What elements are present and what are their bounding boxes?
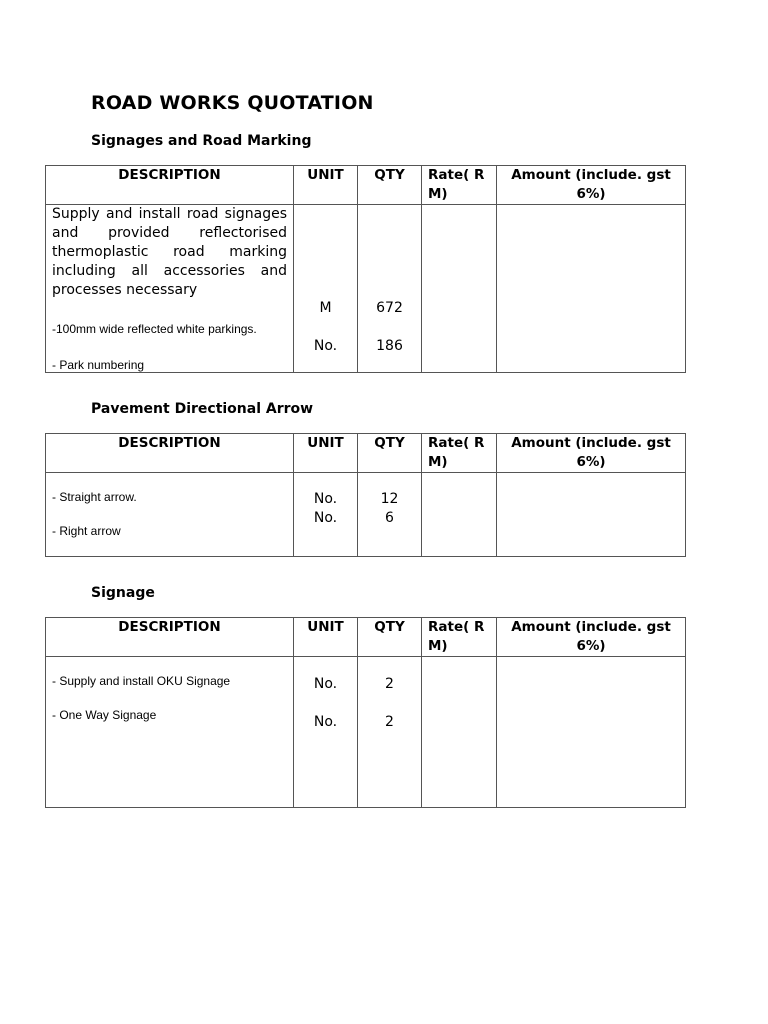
qty-value: 672 (376, 300, 403, 316)
main-description (46, 205, 293, 300)
header-description: DESCRIPTION (46, 618, 294, 657)
section-title-signages-road-marking: Signages and Road Marking (91, 133, 312, 149)
section-title-pavement-arrow: Pavement Directional Arrow (91, 401, 314, 417)
unit-cell (294, 205, 358, 373)
header-qty: QTY (358, 434, 422, 473)
unit-value: No. (313, 510, 338, 526)
header-unit: UNIT (294, 434, 358, 473)
table-header-row (46, 434, 686, 473)
unit-value: M (319, 300, 332, 316)
header-qty: QTY (358, 166, 422, 205)
unit-value: No. (313, 338, 338, 354)
header-description: DESCRIPTION (46, 166, 294, 205)
qty-value: 186 (376, 338, 403, 354)
header-rate: Rate( R M) (422, 434, 497, 473)
rate-cell (422, 205, 497, 373)
item-white-parkings: -100mm wide reflected white parkings. (52, 322, 257, 336)
table-row (46, 657, 686, 808)
header-amount: Amount (include. gst 6%) (497, 434, 686, 473)
amount-cell (497, 657, 686, 808)
table-row (46, 205, 686, 373)
table-row (46, 473, 686, 557)
amount-cell (497, 473, 686, 557)
section-title-signage: Signage (91, 585, 155, 601)
qty-value: 12 (380, 491, 399, 507)
description-cell (46, 473, 294, 557)
table-header-row (46, 166, 686, 205)
qty-value: 2 (385, 676, 394, 692)
description-cell (46, 205, 294, 373)
description-cell (46, 657, 294, 808)
header-rate: Rate( R M) (422, 618, 497, 657)
header-qty: QTY (358, 618, 422, 657)
header-rate: Rate( R M) (422, 166, 497, 205)
table-signage (45, 617, 686, 808)
unit-value: No. (313, 491, 338, 507)
qty-cell (358, 473, 422, 557)
qty-value: 6 (385, 510, 394, 526)
header-amount: Amount (include. gst 6%) (497, 166, 686, 205)
header-description: DESCRIPTION (46, 434, 294, 473)
qty-value: 2 (385, 714, 394, 730)
rate-cell (422, 657, 497, 808)
unit-cell (294, 657, 358, 808)
rate-cell (422, 473, 497, 557)
unit-value: No. (313, 714, 338, 730)
qty-cell (358, 657, 422, 808)
header-unit: UNIT (294, 166, 358, 205)
document-title: ROAD WORKS QUOTATION (91, 92, 374, 114)
item-straight-arrow: - Straight arrow. (52, 490, 137, 504)
header-amount: Amount (include. gst 6%) (497, 618, 686, 657)
table-header-row (46, 618, 686, 657)
description-text: Supply and install road signages and provided reflectorised thermoplastic road marking including all accessories and processes necessary (52, 206, 287, 298)
table-pavement-arrow (45, 433, 686, 557)
amount-cell (497, 205, 686, 373)
item-one-way-signage: - One Way Signage (52, 708, 157, 722)
table-signages-road-marking (45, 165, 686, 373)
item-oku-signage: - Supply and install OKU Signage (52, 674, 231, 688)
item-park-numbering: - Park numbering (52, 358, 145, 372)
qty-cell (358, 205, 422, 373)
unit-cell (294, 473, 358, 557)
item-right-arrow: - Right arrow (52, 524, 121, 538)
header-unit: UNIT (294, 618, 358, 657)
unit-value: No. (313, 676, 338, 692)
